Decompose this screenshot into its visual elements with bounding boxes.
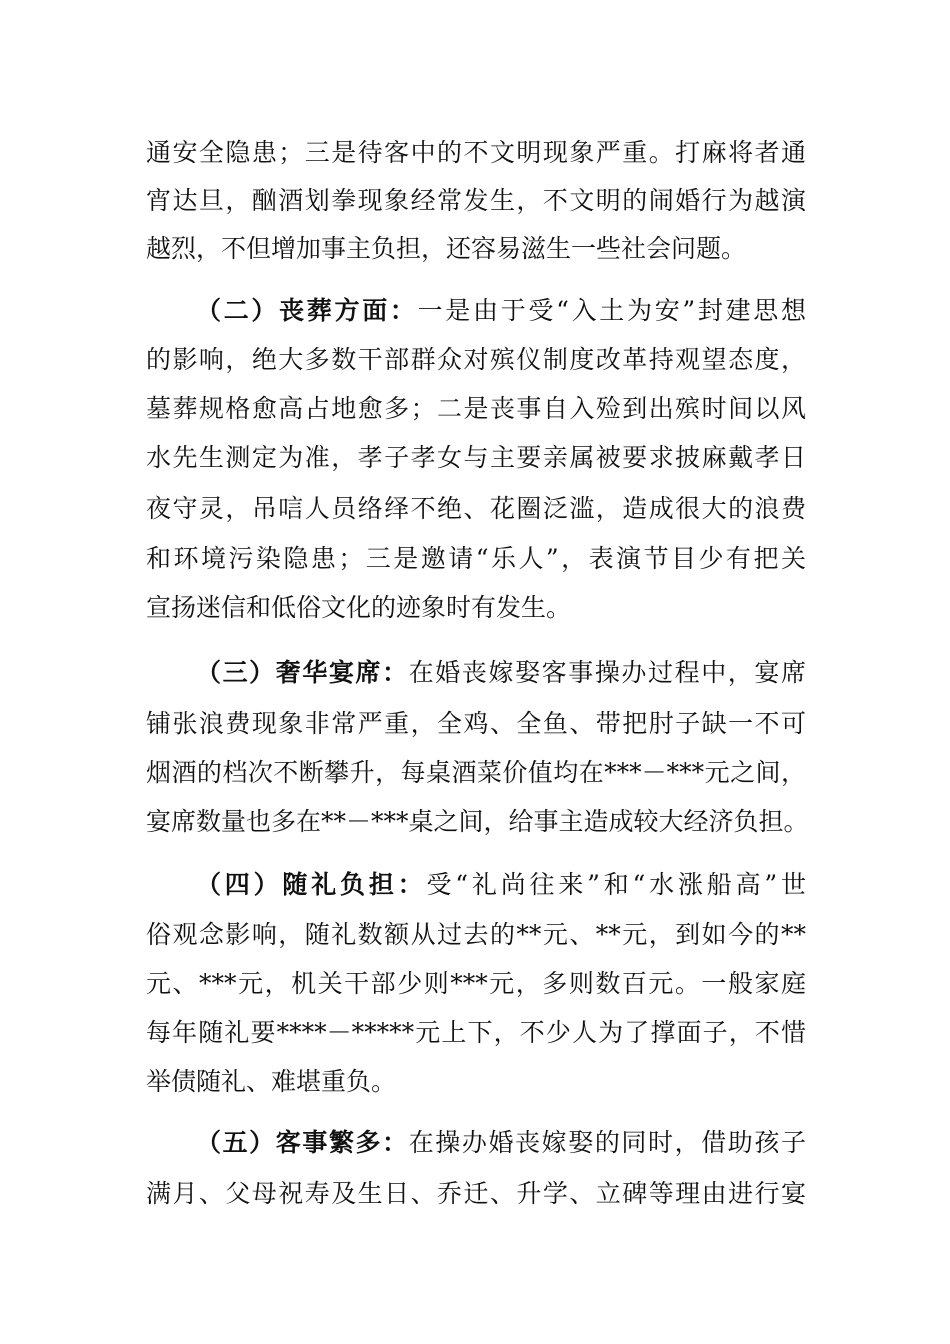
body-line: 举债随礼、难堪重负。 <box>146 1067 397 1096</box>
section-heading: （四）随礼负担： <box>196 870 427 899</box>
body-line: 每年随礼要****－*****元上下，不少人为了撑面子，不惜 <box>146 1018 806 1047</box>
body-text: 在操办婚丧嫁娶的同时，借助孩子 <box>408 1128 806 1157</box>
section-first-line <box>196 653 806 693</box>
section-heading: （三）奢华宴席： <box>196 658 409 687</box>
body-line: 夜守灵，吊唁人员络绎不绝、花圈泛滥，造成很大的浪费 <box>146 494 806 523</box>
body-line: 烟酒的档次不断攀升，每桌酒菜价值均在***－***元之间， <box>146 758 806 787</box>
body-line: 墓葬规格愈高占地愈多；二是丧事自入殓到出殡时间以风 <box>146 394 806 423</box>
body-line: 的影响，绝大多数干部群众对殡仪制度改革持观望态度， <box>146 345 806 374</box>
body-line: 元、***元，机关干部少则***元，多则数百元。一般家庭 <box>146 969 806 998</box>
body-text: 受“礼尚往来”和“水涨船高”世 <box>426 870 806 899</box>
section-heading: （二）丧葬方面： <box>196 296 418 325</box>
section-heading: （五）客事繁多： <box>196 1128 409 1157</box>
section-first-line <box>196 865 806 905</box>
body-text: 在婚丧嫁娶客事操办过程中，宴席 <box>408 658 806 687</box>
body-line: 越烈，不但增加事主负担，还容易滋生一些社会问题。 <box>146 234 747 263</box>
body-line: 通安全隐患；三是待客中的不文明现象严重。打麻将者通 <box>146 138 806 167</box>
body-line: 俗观念影响，随礼数额从过去的**元、**元，到如今的** <box>146 920 806 949</box>
body-line: 水先生测定为准，孝子孝女与主要亲属被要求披麻戴孝日 <box>146 443 806 472</box>
body-line: 铺张浪费现象非常严重，全鸡、全鱼、带把肘子缺一不可 <box>146 709 806 738</box>
body-text: 一是由于受“入土为安”封建思想 <box>417 296 806 325</box>
section-first-line <box>196 291 806 331</box>
body-line: 宣扬迷信和低俗文化的迹象时有发生。 <box>146 593 572 622</box>
body-line: 宴席数量也多在**－***桌之间，给事主造成较大经济负担。 <box>146 807 809 836</box>
body-line: 满月、父母祝寿及生日、乔迁、升学、立碑等理由进行宴 <box>146 1179 806 1208</box>
section-first-line <box>196 1123 806 1163</box>
body-line: 宵达旦，酗酒划拳现象经常发生，不文明的闹婚行为越演 <box>146 186 806 215</box>
body-line: 和环境污染隐患；三是邀请“乐人”，表演节目少有把关 <box>146 544 806 573</box>
